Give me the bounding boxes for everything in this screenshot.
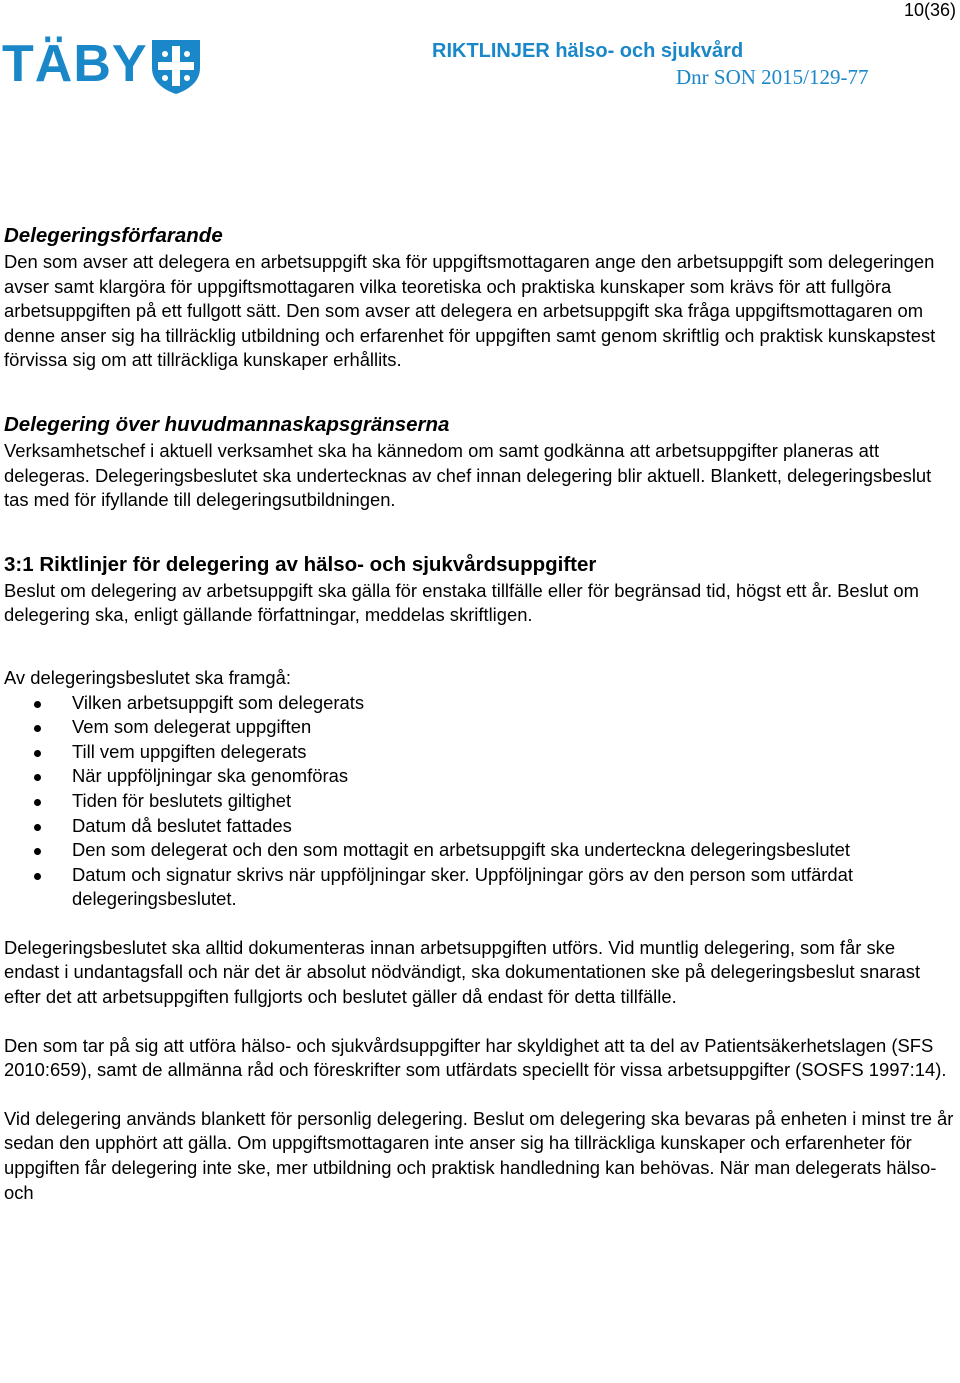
bullet-icon xyxy=(34,701,41,708)
list-item: Vem som delegerat uppgiften xyxy=(4,715,954,740)
document-reference-number: Dnr SON 2015/129-77 xyxy=(676,65,869,89)
document-body xyxy=(4,222,954,1205)
section-heading-huvudmannaskap: Delegering över huvudmannaskapsgränserna xyxy=(4,412,450,436)
document-title: RIKTLINJER hälso- och sjukvård xyxy=(432,40,744,62)
list-item: När uppföljningar ska genomföras xyxy=(4,764,954,789)
paragraph-dokumentation: Delegeringsbeslutet ska alltid dokumenteras innan arbetsuppgiften utförs. Vid muntlig delegering, som får ske endast i undantagsfall och när det är absolut nödvändigt, ska dokumentationen ske på delegeringsbeslut snarast efter det att arbetsuppgiften fullgjorts och beslutet gäller då endast för detta tillfälle. xyxy=(4,936,921,1008)
list-item: Datum och signatur skrivs när uppföljningar sker. Uppföljningar görs av den person som utfärdat delegeringsbeslutet. xyxy=(4,863,954,912)
list-item: Den som delegerat och den som mottagit en arbetsuppgift ska underteckna delegeringsbeslutet xyxy=(4,838,954,863)
bullet-icon xyxy=(34,725,41,732)
bullet-icon xyxy=(34,750,41,757)
bullet-icon xyxy=(34,799,41,806)
paragraph-blankett: Vid delegering används blankett för personlig delegering. Beslut om delegering ska bevaras på enheten i minst tre år sedan den upphört att gälla. Om uppgiftsmottagaren inte anser sig ha tillräckliga kunskaper och erfarenheter för uppgiften får delegering inte ske, mer utbildning och praktisk handledning kan behövas. När man delegerats hälso- och xyxy=(4,1107,954,1203)
section-heading-delegeringsforfarande: Delegeringsförfarande xyxy=(4,224,223,247)
taby-logo xyxy=(2,36,202,94)
paragraph-patientsakerhetslagen: Den som tar på sig att utföra hälso- och sjukvårdsuppgifter har skyldighet att ta del av Patientsäkerhetslagen (SFS 2010:659), samt de allmänna råd och föreskrifter som utfärdats speciellt för vissa arbetsuppgifter (SOSFS 1997:14). xyxy=(4,1034,947,1081)
bullet-icon xyxy=(34,873,41,880)
page-number: 10(36) xyxy=(903,0,956,20)
section-text-riktlinjer: Beslut om delegering av arbetsuppgift ska gälla för enstaka tillfälle eller för begränsad tid, högst ett år. Beslut om delegering ska, enligt gällande författningar, meddelas skriftligen. xyxy=(4,579,919,626)
logo-text: TÄBY xyxy=(2,35,148,93)
bullet-icon xyxy=(34,824,41,831)
taby-shield-icon xyxy=(150,38,202,96)
section-heading-riktlinjer: 3:1 Riktlinjer för delegering av hälso- och sjukvårdsuppgifter xyxy=(4,552,597,576)
section-text-huvudmannaskap: Verksamhetschef i aktuell verksamhet ska ha kännedom om samt godkänna att arbetsuppgifter planeras att delegeras. Delegeringsbeslutet ska undertecknas av chef innan delegering blir aktuell. Blankett, delegeringsbeslut tas med för ifyllande till delegeringsutbildningen. xyxy=(4,439,932,511)
list-item: Datum då beslutet fattades xyxy=(4,814,954,839)
bullet-icon xyxy=(34,848,41,855)
list-item: Tiden för beslutets giltighet xyxy=(4,789,954,814)
bullet-icon xyxy=(34,774,41,781)
section-text-delegeringsforfarande: Den som avser att delegera en arbetsuppgift ska för uppgiftsmottagaren ange den arbetsuppgift som delegeringen avser samt klargöra för uppgiftsmottagaren vilka teoretiska och praktiska kunskaper som krävs för att fullgöra arbetsuppgiften på ett fullgott sätt. Den som avser att delegera en arbetsuppgift ska fråga uppgiftsmottagaren om denne anser sig ha tillräcklig utbildning och erfarenhet för uppgiften samt genom skriftlig och praktisk kunskapstest förvissa sig om att tillräckliga kunskaper erhållits. xyxy=(4,251,936,371)
requirements-list xyxy=(4,691,954,912)
list-intro: Av delegeringsbeslutet ska framgå: xyxy=(4,666,291,688)
list-item: Till vem uppgiften delegerats xyxy=(4,740,954,765)
list-item: Vilken arbetsuppgift som delegerats xyxy=(4,691,954,716)
